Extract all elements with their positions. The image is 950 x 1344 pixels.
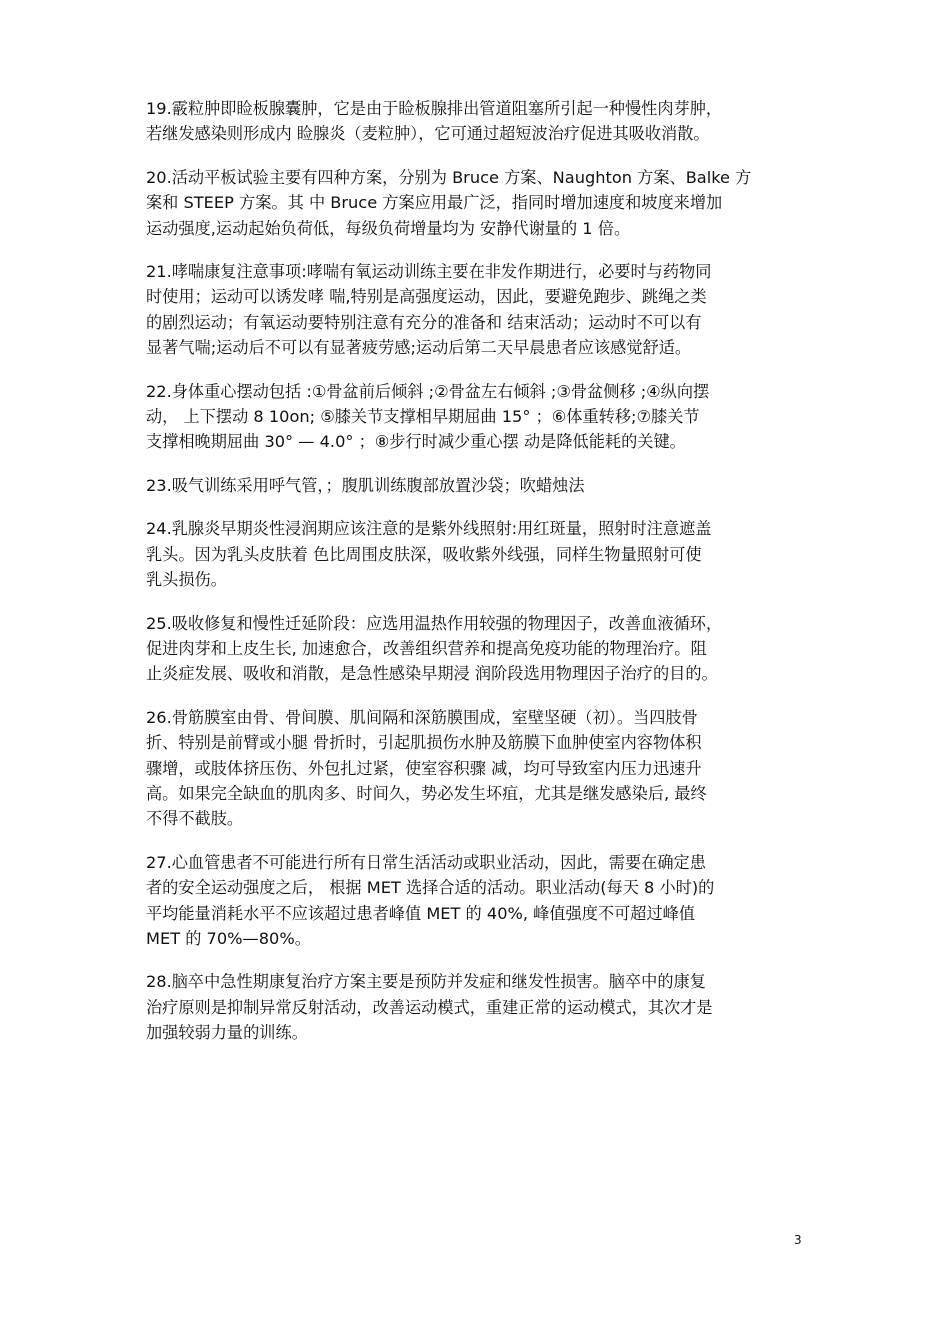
paragraph-28 (146, 969, 810, 1045)
document-body (146, 96, 810, 1064)
paragraph-line: 平均能量消耗水平不应该超过患者峰值 MET 的 40%, 峰值强度不可超过峰值 (146, 903, 696, 923)
paragraph-line: 25.吸收修复和慢性迁延阶段：应选用温热作用较强的物理因子，改善血液循环， (146, 613, 723, 633)
paragraph-line: 21.哮喘康复注意事项:哮喘有氧运动训练主要在非发作期进行，必要时与药物同 (146, 262, 712, 282)
paragraph-line: 治疗原则是抑制异常反射活动，改善运动模式，重建正常的运动模式，其次才是 (146, 997, 713, 1017)
paragraph-line: 19.霰粒肿即睑板腺囊肿，它是由于睑板腺排出管道阻塞所引起一种慢性肉芽肿， (146, 99, 723, 118)
paragraph-line: 若继发感染则形成内 睑腺炎（麦粒肿），它可通过超短波治疗促进其吸收消散。 (146, 124, 710, 144)
paragraph-line: 运动强度,运动起始负荷低，每级负荷增量均为 安静代谢量的 1 倍。 (146, 218, 631, 238)
paragraph-line: 乳头。因为乳头皮肤着 色比周围皮肤深，吸收紫外线强，同样生物量照射可使 (146, 544, 702, 564)
paragraph-24 (146, 516, 810, 592)
paragraph-23 (146, 473, 810, 498)
paragraph-21 (146, 259, 810, 361)
paragraph-line: 的剧烈运动；有氧运动要特别注意有充分的准备和 结束活动；运动时不可以有 (146, 312, 702, 332)
paragraph-line: 加强较弱力量的训练。 (146, 1023, 308, 1043)
paragraph-20 (146, 165, 810, 241)
paragraph-line: 乳头损伤。 (146, 570, 227, 590)
paragraph-line: 止炎症发展、吸收和消散，是急性感染早期浸 润阶段选用物理因子治疗的目的。 (146, 664, 718, 684)
paragraph-26 (146, 705, 810, 832)
paragraph-22 (146, 379, 810, 455)
paragraph-line: 显著气喘;运动后不可以有显著疲劳感;运动后第二天早晨患者应该感觉舒适。 (146, 338, 692, 358)
paragraph-line: 支撑相晚期屈曲 30° — 4.0° ；⑧步行时减少重心摆 动是降低能耗的关键。 (146, 432, 686, 452)
paragraph-line: 动， 上下摆动 8 10on; ⑤膝关节支撑相早期屈曲 15° ；⑥体重转移;⑦膝关节 (146, 407, 700, 427)
paragraph-line: 者的安全运动强度之后， 根据 MET 选择合适的活动。职业活动(每天 8 小时)的 (146, 878, 715, 898)
paragraph-line: 22.身体重心摆动包括 :①骨盆前后倾斜 ;②骨盆左右倾斜 ;③骨盆侧移 ;④纵向摆 (146, 381, 710, 401)
paragraph-line: 20.活动平板试验主要有四种方案，分别为 Bruce 方案、Naughton 方案、Balke 方 (146, 167, 752, 187)
paragraph-line: 不得不截肢。 (146, 809, 244, 829)
paragraph-line: 28.脑卒中急性期康复治疗方案主要是预防并发症和继发性损害。脑卒中的康复 (146, 972, 706, 992)
paragraph-line: 时使用；运动可以诱发哮 喘,特别是高强度运动，因此，要避免跑步、跳绳之类 (146, 287, 707, 307)
paragraph-line: 折、特别是前臂或小腿 骨折时，引起肌损伤水肿及筋膜下血肿使室内容物体积 (146, 733, 702, 753)
paragraph-line: 促进肉芽和上皮生长, 加速愈合，改善组织营养和提高免疫功能的物理治疗。阻 (146, 638, 707, 658)
page-number: 3 (794, 1233, 802, 1247)
paragraph-25 (146, 611, 810, 687)
paragraph-line: 骤增，或肢体挤压伤、外包扎过紧，使室容积骤 减，均可导致室内压力迅速升 (146, 758, 702, 778)
paragraph-line: 高。如果完全缺血的肌肉多、时间久，势必发生坏疽，尤其是继发感染后, 最终 (146, 783, 707, 803)
paragraph-19 (146, 96, 810, 147)
paragraph-line: MET 的 70%—80%。 (146, 928, 311, 948)
paragraph-line: 27.心血管患者不可能进行所有日常生活活动或职业活动，因此，需要在确定患 (146, 852, 706, 872)
paragraph-line: 23.吸气训练采用呼气管，；腹肌训练腹部放置沙袋；吹蜡烛法 (146, 475, 585, 495)
paragraph-27 (146, 850, 810, 952)
paragraph-line: 26.骨筋膜室由骨、骨间膜、肌间隔和深筋膜围成，室壁坚硬（初）。当四肢骨 (146, 707, 698, 727)
paragraph-line: 案和 STEEP 方案。其 中 Bruce 方案应用最广泛，指同时增加速度和坡度来增加 (146, 193, 723, 213)
paragraph-line: 24.乳腺炎早期炎性浸润期应该注意的是紫外线照射:用红斑量，照射时注意遮盖 (146, 519, 712, 539)
